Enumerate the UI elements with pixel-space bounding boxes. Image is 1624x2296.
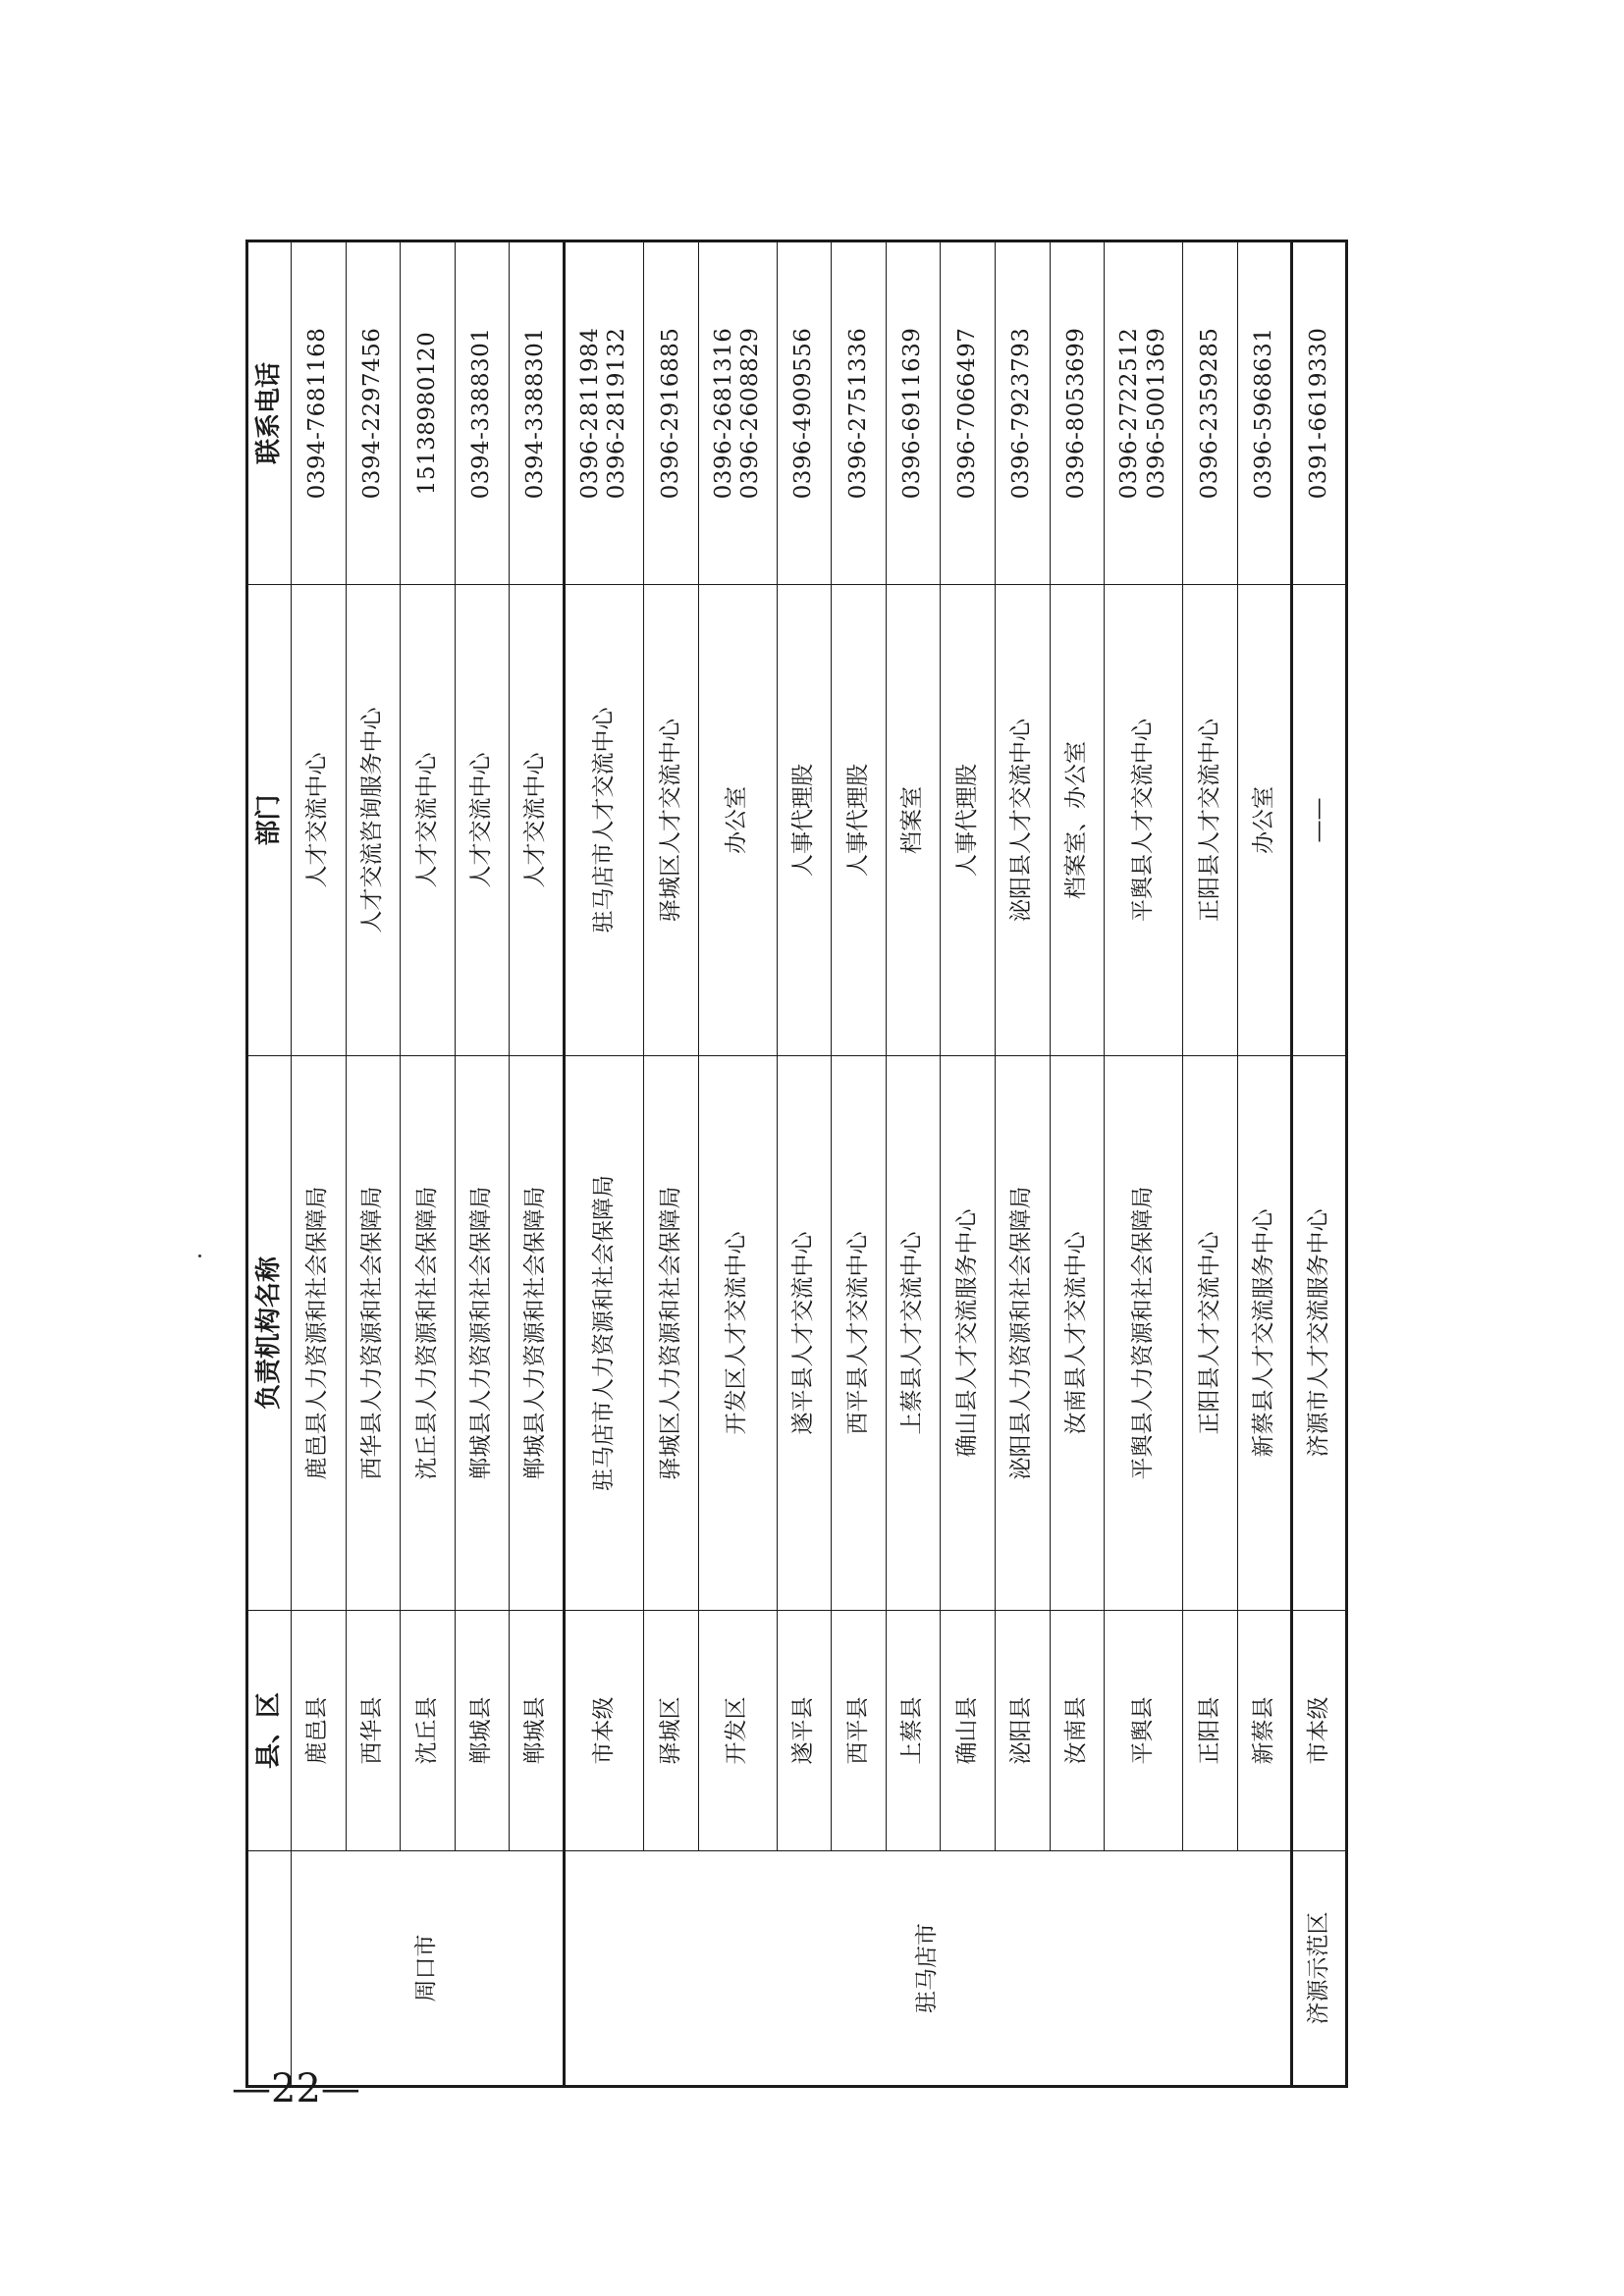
phone-number: 0394-2297456: [359, 327, 386, 500]
header-phone: 联系电话: [247, 241, 292, 585]
header-row: [247, 241, 292, 2087]
page-number: —22—: [232, 2066, 360, 2111]
table-row: [1292, 241, 1347, 2087]
table-row: [832, 241, 887, 2087]
county-cell: 郸城县: [455, 1611, 510, 1851]
phone-cell: [292, 241, 347, 585]
table-row: [564, 241, 643, 2087]
org-cell: 上蔡县人才交流中心: [886, 1056, 941, 1611]
org-cell: 遂平县人才交流中心: [777, 1056, 832, 1611]
county-cell: 沈丘县: [401, 1611, 456, 1851]
header-dept: 部门: [247, 585, 292, 1056]
org-cell: 沈丘县人力资源和社会保障局: [401, 1056, 456, 1611]
county-cell: 西华县: [346, 1611, 401, 1851]
table-row: [1183, 241, 1238, 2087]
phone-number: 0396-2608829: [737, 327, 764, 500]
dept-cell: 人事代理股: [941, 585, 996, 1056]
table-row: [401, 241, 456, 2087]
phone-cell: [1183, 241, 1238, 585]
org-cell: 开发区人才交流中心: [698, 1056, 777, 1611]
org-cell: 郸城县人力资源和社会保障局: [510, 1056, 565, 1611]
phone-cell: [1292, 241, 1347, 585]
org-cell: 鹿邑县人力资源和社会保障局: [292, 1056, 347, 1611]
county-cell: 鹿邑县: [292, 1611, 347, 1851]
org-cell: 汝南县人才交流中心: [1050, 1056, 1105, 1611]
phone-number: 0396-5001369: [1143, 327, 1169, 500]
phone-cell: [777, 241, 832, 585]
table-row: [346, 241, 401, 2087]
table-row: [941, 241, 996, 2087]
phone-number: 0396-5968631: [1250, 327, 1276, 500]
phone-cell: [1237, 241, 1292, 585]
header-county: 县、区: [247, 1611, 292, 1851]
dept-cell: 人才交流中心: [401, 585, 456, 1056]
phone-cell: [644, 241, 699, 585]
county-cell: 汝南县: [1050, 1611, 1105, 1851]
phone-number: 0394-3388301: [468, 327, 495, 500]
county-cell: 开发区: [698, 1611, 777, 1851]
org-cell: 驻马店市人力资源和社会保障局: [564, 1056, 643, 1611]
phone-number: 0394-3388301: [522, 327, 549, 500]
county-cell: 市本级: [1292, 1611, 1347, 1851]
table-row: [455, 241, 510, 2087]
phone-cell: [1105, 241, 1183, 585]
table-row: [777, 241, 832, 2087]
table-row: [510, 241, 565, 2087]
dept-cell: 档案室: [886, 585, 941, 1056]
org-cell: 驿城区人力资源和社会保障局: [644, 1056, 699, 1611]
county-cell: 遂平县: [777, 1611, 832, 1851]
table-row: [644, 241, 699, 2087]
phone-cell: [346, 241, 401, 585]
dept-cell: 办公室: [1237, 585, 1292, 1056]
table-row: [1105, 241, 1183, 2087]
phone-cell: [941, 241, 996, 585]
table-row: [698, 241, 777, 2087]
county-cell: 正阳县: [1183, 1611, 1238, 1851]
phone-number: 0396-2751336: [844, 327, 871, 500]
phone-cell: [455, 241, 510, 585]
org-cell: 郸城县人力资源和社会保障局: [455, 1056, 510, 1611]
table-row: [1050, 241, 1105, 2087]
phone-number: 0396-2359285: [1196, 327, 1222, 500]
org-cell: 西平县人才交流中心: [832, 1056, 887, 1611]
phone-cell: [564, 241, 643, 585]
dept-cell: 办公室: [698, 585, 777, 1056]
dept-cell: 人才交流中心: [510, 585, 565, 1056]
phone-number: 0396-8053699: [1063, 327, 1089, 500]
org-cell: 泌阳县人力资源和社会保障局: [995, 1056, 1050, 1611]
county-cell: 市本级: [564, 1611, 643, 1851]
table-row: [292, 241, 347, 2087]
table-body: [292, 241, 1347, 2087]
table-row: [1237, 241, 1292, 2087]
phone-cell: [995, 241, 1050, 585]
county-cell: 郸城县: [510, 1611, 565, 1851]
phone-number: 0394-7681168: [304, 327, 331, 500]
org-cell: 确山县人才交流服务中心: [941, 1056, 996, 1611]
phone-number: 0396-7066497: [953, 327, 980, 500]
header-org: 负责机构名称: [247, 1056, 292, 1611]
org-cell: 正阳县人才交流中心: [1183, 1056, 1238, 1611]
dept-cell: ——: [1292, 585, 1347, 1056]
phone-cell: [832, 241, 887, 585]
county-cell: 上蔡县: [886, 1611, 941, 1851]
dept-cell: 驿城区人才交流中心: [644, 585, 699, 1056]
dept-cell: 泌阳县人才交流中心: [995, 585, 1050, 1056]
phone-number: 0391-6619330: [1305, 327, 1331, 500]
phone-number: 0396-2681316: [710, 327, 736, 500]
phone-number: 0396-2916885: [657, 327, 683, 500]
phone-number: 0396-2722512: [1116, 327, 1142, 500]
table-row: [886, 241, 941, 2087]
phone-number: 0396-6911639: [899, 327, 926, 500]
county-cell: 平舆县: [1105, 1611, 1183, 1851]
org-cell: 平舆县人力资源和社会保障局: [1105, 1056, 1183, 1611]
phone-number: 15138980120: [413, 331, 440, 496]
dept-cell: 正阳县人才交流中心: [1183, 585, 1238, 1056]
county-cell: 西平县: [832, 1611, 887, 1851]
phone-cell: [698, 241, 777, 585]
org-cell: 西华县人力资源和社会保障局: [346, 1056, 401, 1611]
county-cell: 确山县: [941, 1611, 996, 1851]
county-cell: 泌阳县: [995, 1611, 1050, 1851]
dept-cell: 人才交流中心: [292, 585, 347, 1056]
phone-number: 0396-7923793: [1008, 327, 1035, 500]
dept-cell: 人才交流中心: [455, 585, 510, 1056]
phone-cell: [1050, 241, 1105, 585]
city-cell: 周口市: [292, 1851, 565, 2087]
table-row: [995, 241, 1050, 2087]
dept-cell: 平舆县人才交流中心: [1105, 585, 1183, 1056]
dept-cell: 人事代理股: [832, 585, 887, 1056]
rotated-table-container: [245, 242, 1348, 2088]
dept-cell: 人事代理股: [777, 585, 832, 1056]
county-cell: 新蔡县: [1237, 1611, 1292, 1851]
org-cell: 济源市人才交流服务中心: [1292, 1056, 1347, 1611]
dept-cell: 档案室、办公室: [1050, 585, 1105, 1056]
phone-number: 0396-4909556: [790, 327, 817, 500]
phone-cell: [510, 241, 565, 585]
city-cell: 驻马店市: [564, 1851, 1291, 2087]
phone-cell: [401, 241, 456, 585]
header-city: [247, 1851, 292, 2087]
dept-cell: 驻马店市人才交流中心: [564, 585, 643, 1056]
contact-table: [245, 240, 1348, 2088]
phone-number: 0396-2819132: [604, 327, 630, 500]
scan-speck: [198, 1255, 201, 1257]
county-cell: 驿城区: [644, 1611, 699, 1851]
dept-cell: 人才交流咨询服务中心: [346, 585, 401, 1056]
org-cell: 新蔡县人才交流服务中心: [1237, 1056, 1292, 1611]
phone-number: 0396-2811984: [576, 327, 603, 500]
phone-cell: [886, 241, 941, 585]
city-cell: 济源示范区: [1292, 1851, 1347, 2087]
